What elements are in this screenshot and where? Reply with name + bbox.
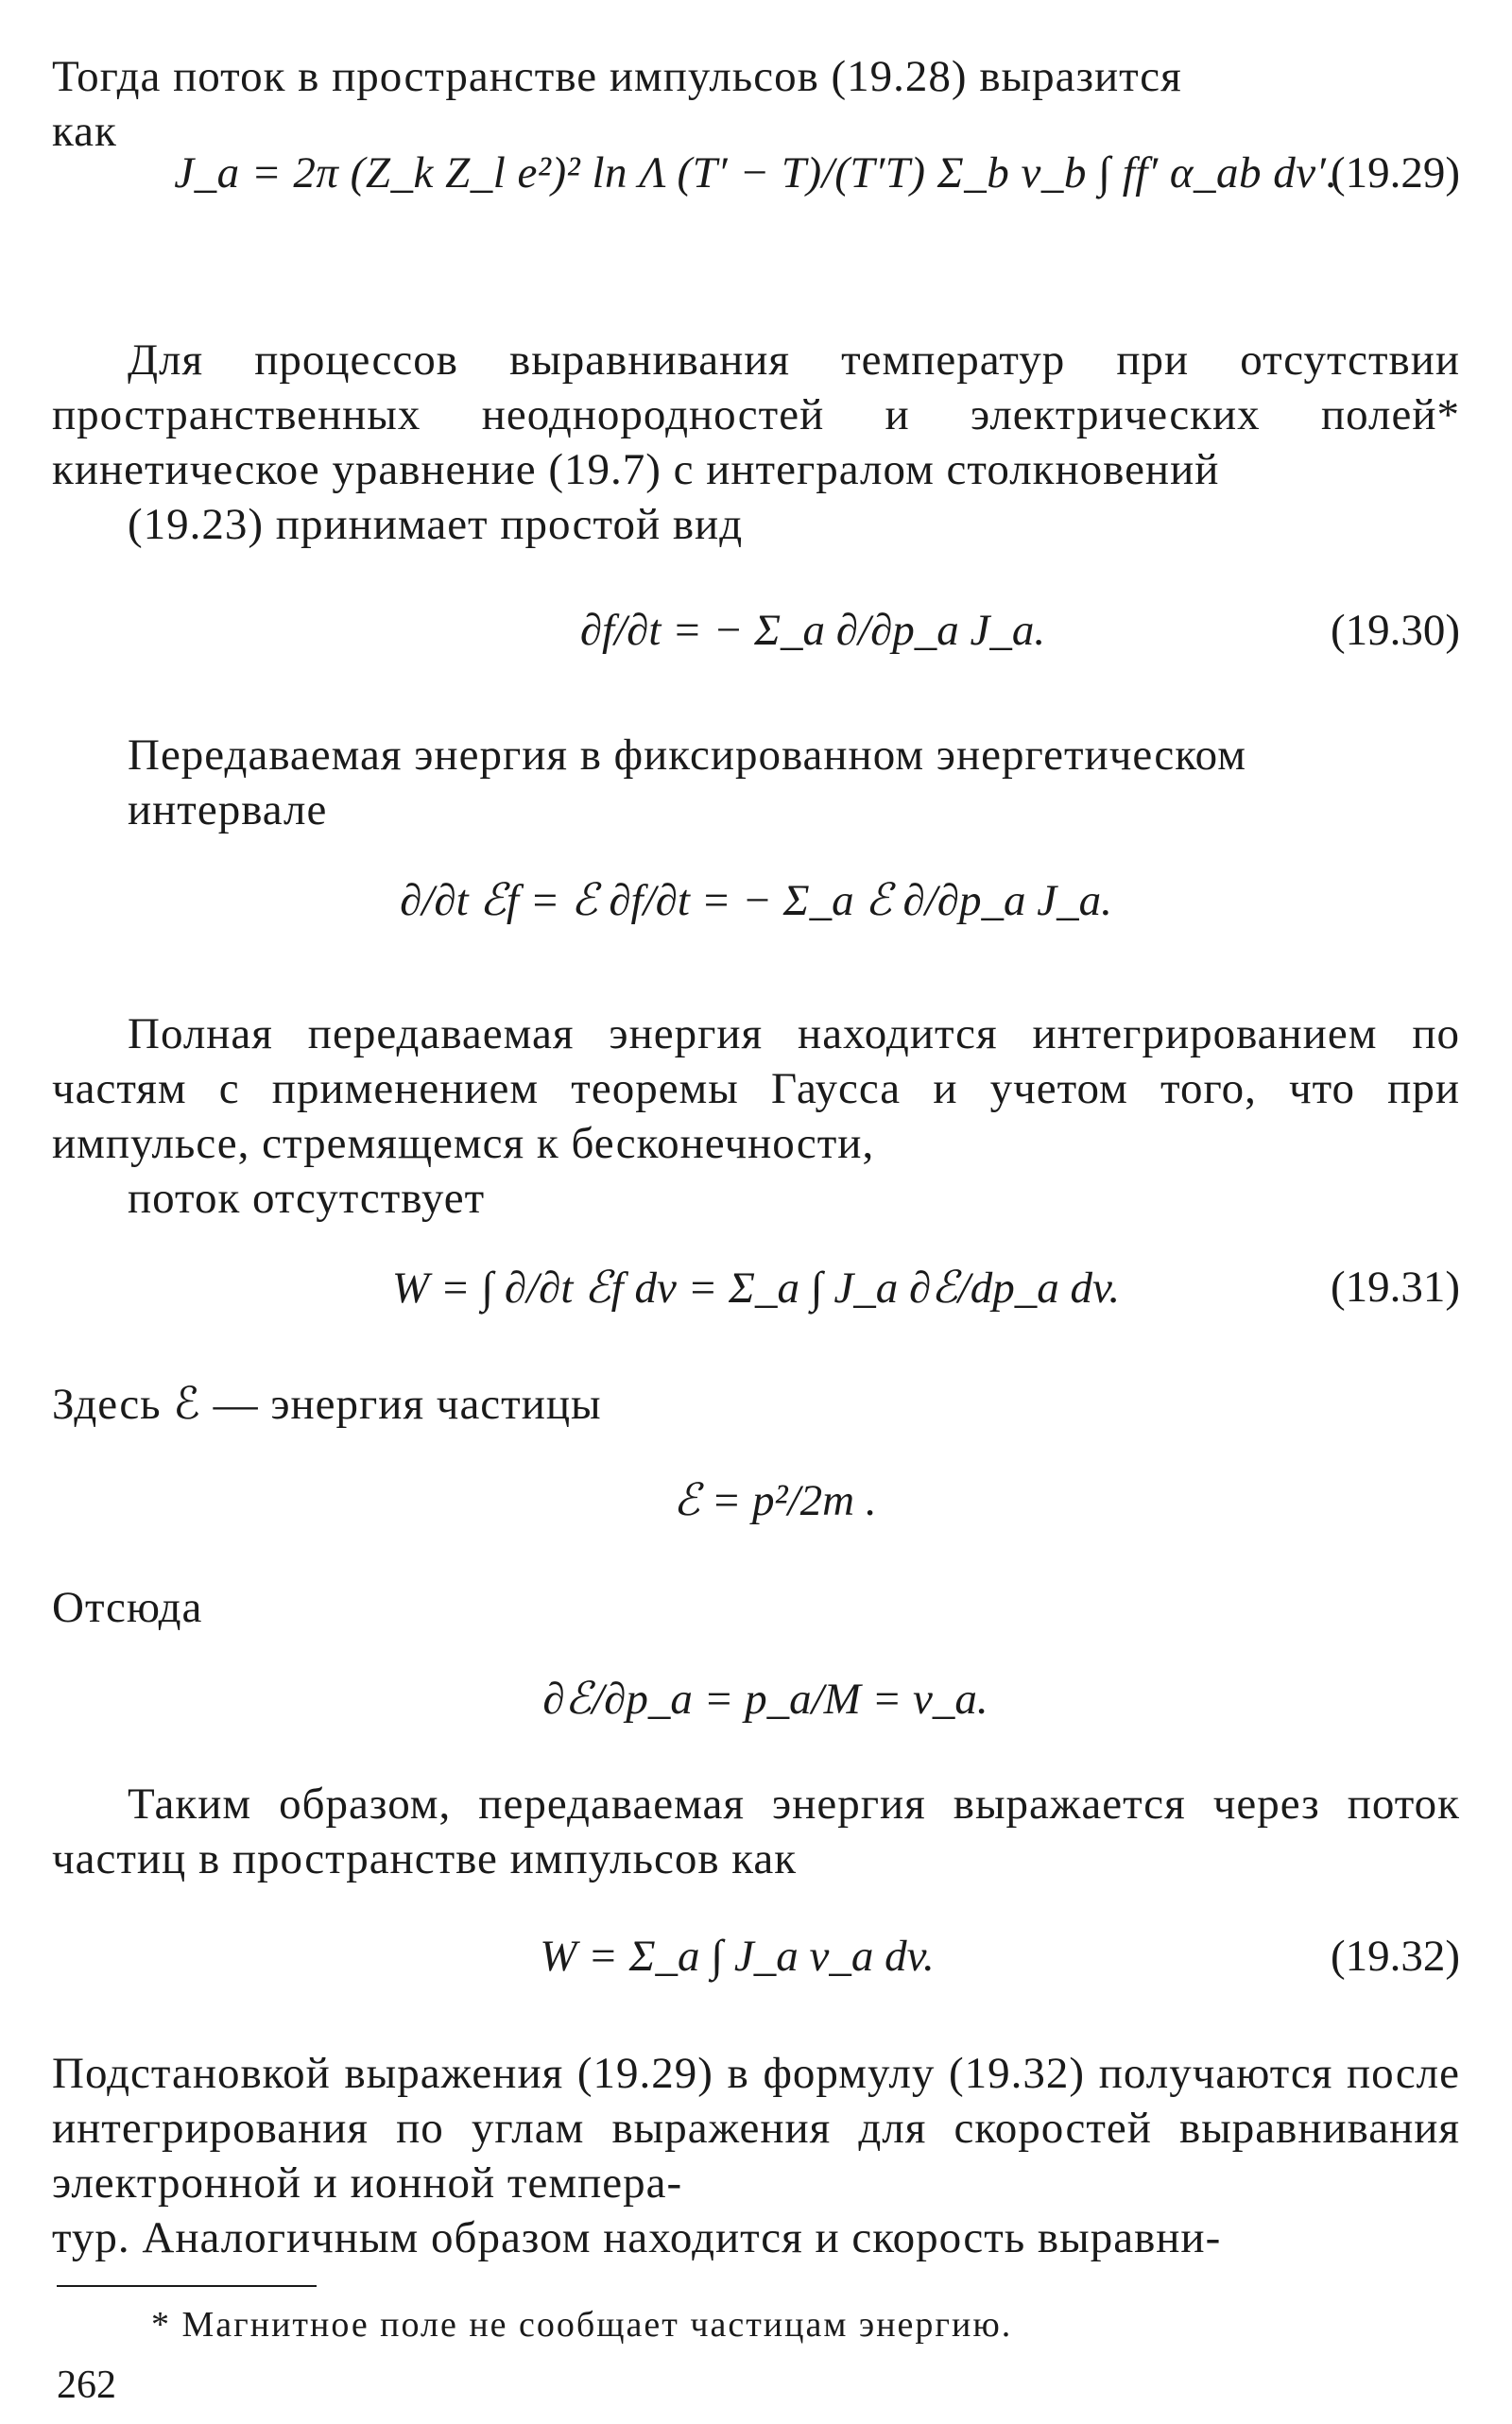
paragraph-temperature-equalization-body: Для процессов выравнивания температур при отсутствии пространственных неоднородностей и электрических полей* кинетическое уравнение (19.7) с интегралом столкновений <box>52 335 1460 494</box>
paragraph-substitution <box>52 2046 1460 2265</box>
equation-derivative-expression: ∂ℰ/∂p_a = p_a/M = v_a. <box>542 1675 988 1724</box>
paragraph-temperature-equalization <box>52 333 1460 552</box>
equation-19-30 <box>0 591 1512 685</box>
paragraph-energy-definition <box>52 1377 1460 1432</box>
footnote: * Магнитное поле не сообщает частицам энергию. <box>151 2305 1013 2345</box>
equation-19-31-expression: W = ∫ ∂/∂t ℰf dv = Σ_a ∫ J_a ∂ℰ/dp_a dv. <box>391 1264 1121 1313</box>
paragraph-energy-definition-text: Здесь ℰ — энергия частицы <box>52 1380 602 1429</box>
equation-energy <box>0 1465 1512 1550</box>
equation-19-30-number: (19.30) <box>1330 606 1460 655</box>
equation-19-31 <box>0 1238 1512 1342</box>
paragraph-intro-line1: Тогда поток в пространстве импульсов (19.28) выразится <box>52 52 1182 101</box>
page-number: 262 <box>57 2364 116 2407</box>
equation-19-29-expression: J_a = 2π (Z_k Z_l e²)² ln Λ (T′ − T)/(T′T) Σ_b v_b ∫ ff′ α_ab dv′. <box>174 148 1338 198</box>
paragraph-hence <box>52 1580 1460 1635</box>
paragraph-particle-flux-body: Таким образом, передаваемая энергия выражается через поток частиц в пространстве импульсов как <box>52 1779 1460 1883</box>
paragraph-particle-flux <box>52 1777 1460 1886</box>
paragraph-total-energy-last: поток отсутствует <box>128 1174 486 1223</box>
equation-energy-interval <box>0 855 1512 950</box>
paragraph-total-energy-body: Полная передаваемая энергия находится интегрированием по частям с применением теоремы Гаусса и учетом того, что при импульсе, стремящемся к бесконечности, <box>52 1009 1460 1168</box>
equation-19-30-expression: ∂f/∂t = − Σ_a ∂/∂p_a J_a. <box>579 606 1046 655</box>
paragraph-transferred-energy-body: Передаваемая энергия в фиксированном энергетическом <box>128 731 1247 780</box>
paragraph-substitution-body: Подстановкой выражения (19.29) в формулу (19.32) получаются после интегрирования по углам выражения для скоростей выравнивания электронной и ионной темпера- <box>52 2049 1460 2208</box>
equation-19-32-expression: W = Σ_a ∫ J_a v_a dv. <box>540 1932 935 1981</box>
equation-energy-interval-expression: ∂/∂t ℰf = ℰ ∂f/∂t = − Σ_a ℰ ∂/∂p_a J_a. <box>400 876 1112 925</box>
paragraph-temperature-equalization-last: (19.23) принимает простой вид <box>128 500 744 549</box>
paragraph-transferred-energy-last: интервале <box>128 785 328 834</box>
paragraph-hence-text: Отсюда <box>52 1583 203 1632</box>
paragraph-substitution-last: тур. Аналогичным образом находится и скорость выравни- <box>52 2213 1222 2262</box>
equation-19-32-number: (19.32) <box>1330 1932 1460 1981</box>
paragraph-intro-line2: как <box>52 107 117 156</box>
equation-derivative <box>0 1654 1512 1748</box>
footnote-divider <box>57 2285 317 2287</box>
equation-19-29 <box>0 130 1512 234</box>
equation-19-29-number: (19.29) <box>1330 148 1460 198</box>
paragraph-transferred-energy <box>52 728 1460 837</box>
equation-19-32 <box>0 1914 1512 2008</box>
equation-19-31-number: (19.31) <box>1330 1263 1460 1312</box>
equation-energy-expression: ℰ = p²/2m . <box>673 1476 877 1525</box>
paragraph-total-energy <box>52 1006 1460 1226</box>
